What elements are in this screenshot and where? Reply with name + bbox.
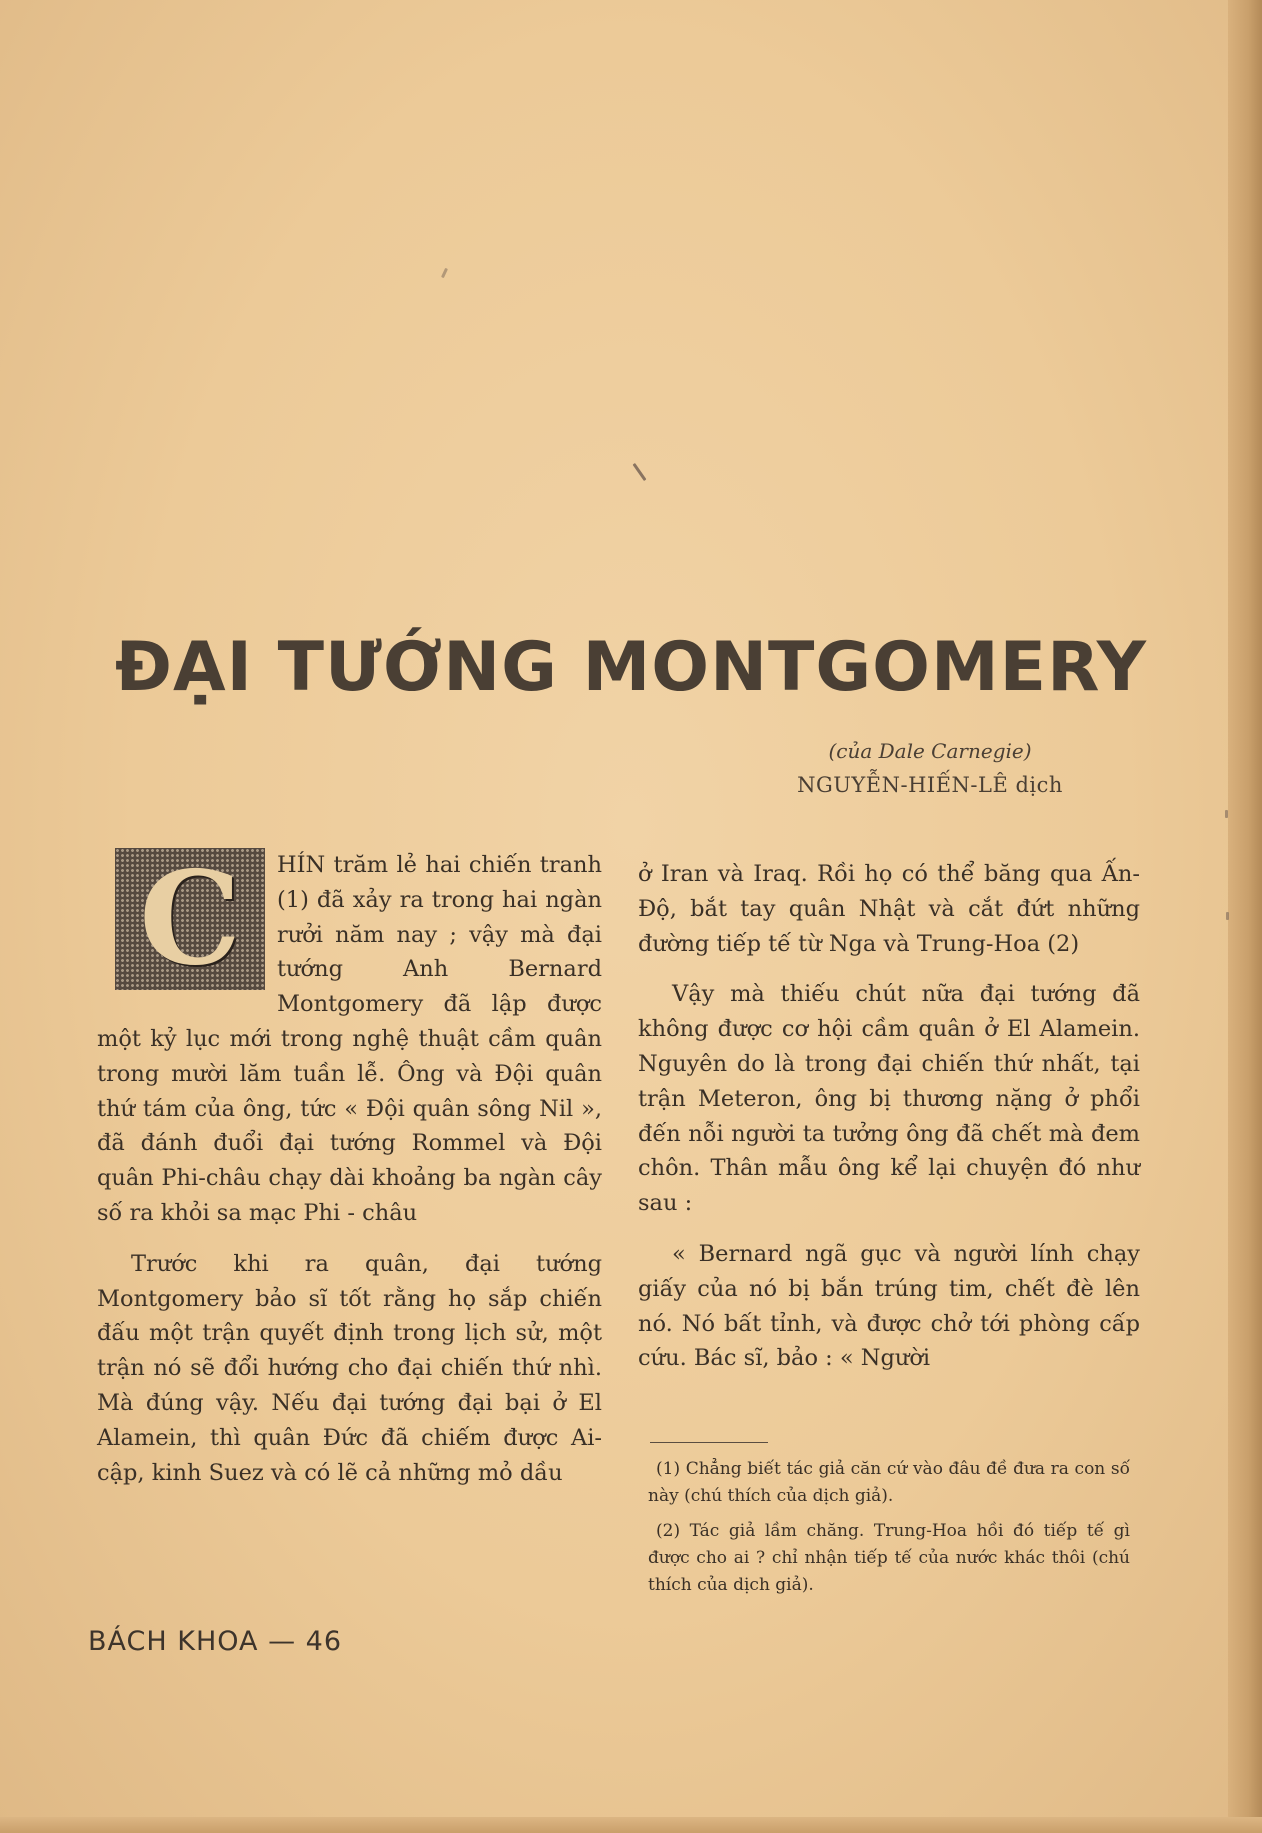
page-footer: BÁCH KHOA — 46 [88,1626,343,1657]
ink-speck [1226,912,1229,920]
article-credit [760,734,1100,802]
page-edge-shadow [1228,0,1262,1833]
paragraph: « Bernard ngã gục và người lính chạy giấy của nó bị bắn trúng tim, chết đè lên nó. Nó bất tỉnh, và được chở tới phòng cấp cứu. Bác sĩ, bảo : « Người [638,1240,1140,1372]
paragraph: Trước khi ra quân, đại tướng Montgomery bảo sĩ tốt rằng họ sắp chiến đấu một trận quyết định trong lịch sử, một trận nó sẽ đổi hướng cho đại chiến thứ nhì. Mà đúng vậy. Nếu đại tướng đại bại ở El Alamein, thì quân Đức đã chiếm được Ai-cập, kinh Suez và có lẽ cả những mỏ dầu [97,1250,602,1486]
translator-line: NGUYỄN-HIẾN-LÊ dịch [797,773,1063,797]
right-column [638,857,1140,1376]
footnote-divider [650,1442,768,1443]
ink-speck [633,463,647,481]
footnote: (2) Tác giả lầm chăng. Trung-Hoa hồi đó tiếp tế gì được cho ai ? chỉ nhận tiếp tế của nước khác thôi (chú thích của dịch giả). [648,1521,1130,1595]
opening-paragraph: HÍN trăm lẻ hai chiến tranh (1) đã xảy ra trong hai ngàn rưởi năm nay ; vậy mà đại tướng Anh Bernard Montgomery đã lập được một kỷ lục mới trong nghệ thuật cầm quân trong mười lăm tuần lễ. Ông và Đội quân thứ tám của ông, tức « Đội quân sông Nil », đã đánh đuổi đại tướng Rommel và Đội quân Phi-châu chạy dài khoảng ba ngàn cây số ra khỏi sa mạc Phi - châu [97,852,602,1226]
ink-speck [441,268,448,278]
page-bottom-edge [0,1817,1262,1833]
left-column [97,844,602,1490]
drop-cap: C [115,848,265,990]
article-title: ĐẠI TƯỚNG MONTGOMERY [115,628,1147,707]
paragraph: Vậy mà thiếu chút nữa đại tướng đã không được cơ hội cầm quân ở El Alamein. Nguyên do là trong đại chiến thứ nhất, tại trận Meteron, ông bị thương nặng ở phổi đến nỗi người ta tưởng ông đã chết mà đem chôn. Thân mẫu ông kể lại chuyện đó như sau : [638,981,1140,1217]
footnote: (1) Chẳng biết tác giả căn cứ vào đâu đề đưa ra con số này (chú thích của dịch giả). [648,1459,1130,1506]
paragraph: ở Iran và Iraq. Rồi họ có thể băng qua Ấn-Độ, bắt tay quân Nhật và cắt đứt những đường tiếp tế từ Nga và Trung-Hoa (2) [638,861,1140,957]
footnotes [648,1456,1130,1607]
author-byline: (của Dale Carnegie) [828,739,1032,763]
ink-speck [1225,810,1228,818]
